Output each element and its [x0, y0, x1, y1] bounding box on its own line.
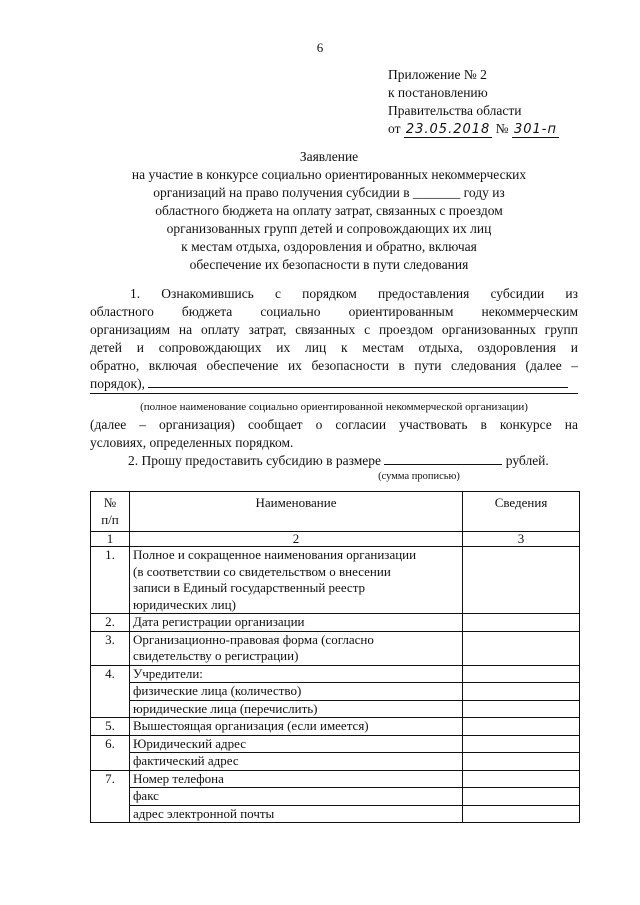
header-number — [91, 492, 130, 532]
row-name-line: Организационно-правовая форма (согласно — [133, 631, 374, 647]
table-row — [91, 735, 580, 753]
paragraph-line: организациям на оплату затрат, связанных с проездом организованных групп — [90, 322, 578, 337]
row-name-line: Юридический адрес — [133, 735, 247, 751]
row-info-cell[interactable] — [463, 665, 580, 683]
header-number-line-1: № — [103, 495, 117, 510]
title-line: организованных групп детей и сопровождающих их лиц — [166, 221, 492, 236]
table-index-row — [91, 532, 580, 547]
paragraph-last-line — [90, 375, 578, 393]
row-number: 7. — [91, 770, 130, 823]
paragraph-line: обратно, включая обеспечение их безопасности в пути следования (далее – — [90, 358, 578, 373]
table-subrow — [91, 788, 580, 806]
paragraph-1-cont — [90, 416, 578, 452]
header-name: Наименование — [130, 492, 463, 532]
row-number: 3. — [91, 631, 130, 665]
row-info-cell[interactable] — [463, 735, 580, 753]
paragraph-2-prefix: 2. Прошу предоставить субсидию в размере — [128, 453, 382, 468]
title-line: областного бюджета на оплату затрат, связанных с проездом — [155, 203, 503, 218]
table-subrow — [91, 700, 580, 718]
row-name-line: Номер телефона — [133, 770, 224, 786]
row-info-cell[interactable] — [463, 753, 580, 771]
row-name — [130, 718, 463, 736]
row-info-cell[interactable] — [463, 718, 580, 736]
org-name-blank[interactable] — [148, 375, 568, 388]
amount-caption: (сумма прописью) — [378, 471, 460, 482]
paragraph-2 — [90, 452, 578, 483]
row-name-line: записи в Единый государственный реестр — [133, 580, 366, 595]
row-number: 5. — [91, 718, 130, 736]
table-header-row — [91, 492, 580, 532]
row-info-cell[interactable] — [463, 770, 580, 788]
title-line: обеспечение их безопасности в пути следования — [189, 257, 469, 272]
row-name-line: свидетельству о регистрации) — [133, 648, 299, 663]
row-name-line: Вышестоящая организация (если имеется) — [133, 718, 369, 733]
header-info: Сведения — [463, 492, 580, 532]
row-name — [130, 735, 463, 753]
number-prefix: № — [495, 121, 509, 136]
row-name-line: Дата регистрации организации — [133, 614, 305, 629]
row-sub-name: фактический адрес — [130, 753, 463, 771]
row-info-cell[interactable] — [463, 805, 580, 823]
paragraph-line: (далее – организация) сообщает о согласии участвовать в конкурсе на — [90, 417, 578, 432]
row-sub-name: адрес электронной почты — [130, 805, 463, 823]
row-number: 1. — [91, 547, 130, 614]
handwritten-date: 23.05.2018 — [405, 122, 491, 137]
appendix-line-1: Приложение № 2 — [388, 67, 487, 82]
row-name — [130, 631, 463, 665]
row-info-cell[interactable] — [463, 547, 580, 614]
paragraph-line: детей и сопровождающих их лиц к местам отдыха, оздоровления и — [90, 340, 578, 355]
row-name — [130, 665, 463, 683]
row-info-cell[interactable] — [463, 614, 580, 632]
table-row — [91, 614, 580, 632]
table-subrow — [91, 805, 580, 823]
title-heading: Заявление — [299, 149, 359, 164]
appendix-line-3: Правительства области — [388, 103, 522, 118]
header-number-line-2: п/п — [101, 511, 119, 527]
date-prefix: от — [388, 121, 401, 136]
org-name-rule[interactable] — [90, 392, 578, 394]
appendix-line-2: к постановлению — [388, 85, 488, 100]
row-info-cell[interactable] — [463, 700, 580, 718]
table-row — [91, 547, 580, 614]
org-caption-block — [90, 398, 578, 416]
row-name-line: Учредители: — [133, 665, 203, 681]
title-line: на участие в конкурсе социально ориентированных некоммерческих — [131, 167, 527, 182]
table-row — [91, 770, 580, 788]
title-line: организаций на право получения субсидии в _______ году из — [153, 185, 505, 200]
row-name — [130, 770, 463, 788]
row-sub-name: факс — [130, 788, 463, 806]
paragraph-2-line — [90, 452, 578, 470]
row-info-cell[interactable] — [463, 683, 580, 701]
subsidy-amount-blank[interactable] — [384, 452, 502, 465]
paragraph-line: 1. Ознакомившись с порядком предоставления субсидии из — [130, 286, 578, 301]
handwritten-number: 301-п — [513, 122, 557, 137]
application-table — [90, 491, 580, 823]
title-line: к местам отдыха, оздоровления и обратно, включая — [181, 239, 477, 254]
table-subrow — [91, 683, 580, 701]
row-name — [130, 614, 463, 632]
row-info-cell[interactable] — [463, 788, 580, 806]
org-name-blank-line — [90, 392, 578, 394]
table-subrow — [91, 753, 580, 771]
row-number: 2. — [91, 614, 130, 632]
paragraph-2-suffix: рублей. — [505, 453, 549, 468]
page-number: 6 — [316, 40, 324, 55]
row-sub-name: юридические лица (перечислить) — [130, 700, 463, 718]
index-cell: 1 — [91, 532, 130, 547]
row-name-line: (в соответствии со свидетельством о внесении — [133, 563, 391, 579]
paragraph-1 — [90, 285, 578, 393]
appendix-block — [388, 66, 628, 139]
row-name — [130, 547, 463, 614]
row-number: 4. — [91, 665, 130, 718]
table-row — [91, 718, 580, 736]
paragraph-line: условиях, определенных порядком. — [90, 435, 294, 450]
row-name-line: Полное и сокращенное наименования организации — [133, 547, 417, 562]
table-row — [91, 665, 580, 683]
table-row — [91, 631, 580, 665]
index-cell: 2 — [130, 532, 463, 547]
paragraph-line: областного бюджета социально ориентированным некоммерческим — [90, 304, 578, 319]
row-number: 6. — [91, 735, 130, 770]
appendix-date-line — [388, 120, 628, 139]
index-cell: 3 — [463, 532, 580, 547]
row-info-cell[interactable] — [463, 631, 580, 665]
document-title — [80, 148, 578, 274]
paragraph-last-prefix: порядок), — [90, 376, 145, 391]
row-name-line: юридических лиц) — [133, 596, 236, 612]
row-sub-name: физические лица (количество) — [130, 683, 463, 701]
org-caption: (полное наименование социально ориентированной некоммерческой организации) — [140, 401, 528, 413]
